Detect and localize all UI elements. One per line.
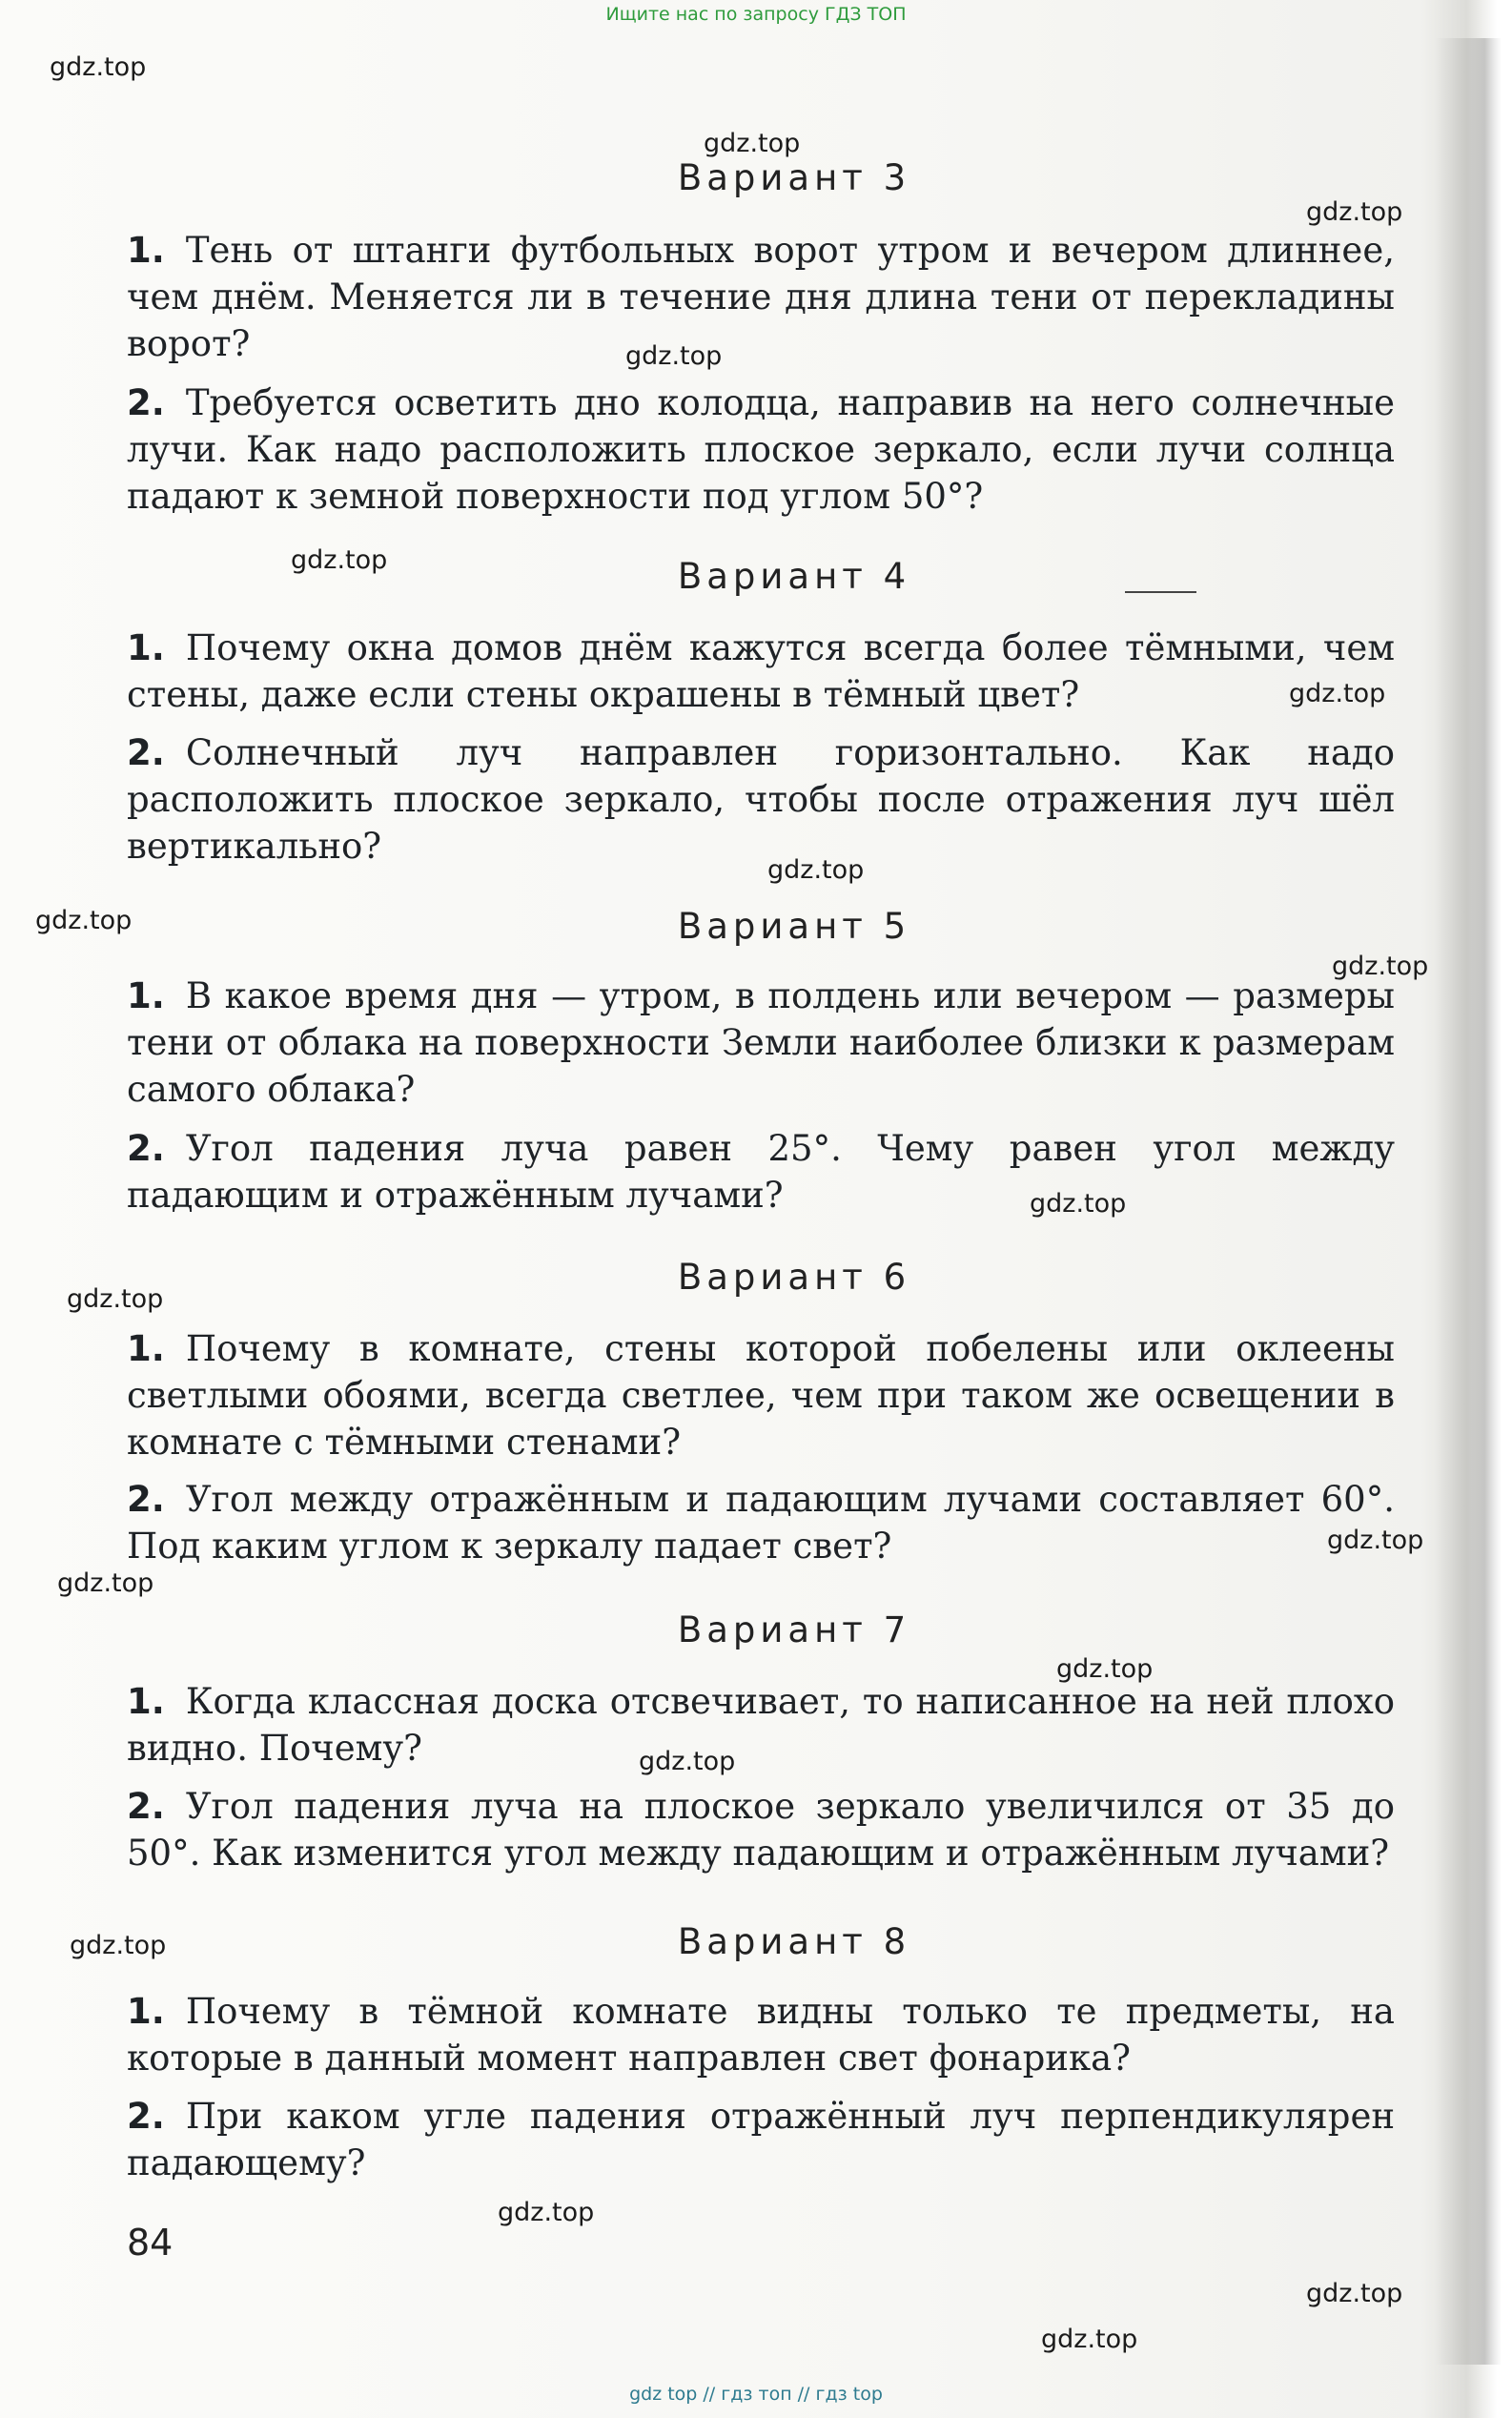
watermark: gdz.top: [1332, 952, 1429, 981]
page-number: 84: [127, 2222, 174, 2264]
watermark: gdz.top: [1056, 1654, 1154, 1684]
question-number: 2.: [127, 2096, 165, 2137]
variant-6-question-1: [127, 1325, 1395, 1465]
watermark: gdz.top: [1306, 197, 1403, 227]
variant-8-question-2: [127, 2093, 1395, 2186]
variant-4-question-1: [127, 625, 1395, 718]
watermark: gdz.top: [50, 52, 147, 82]
variant-4-question-2: [127, 729, 1395, 870]
variant-4-heading: Вариант 4: [677, 556, 911, 597]
watermark: gdz.top: [1030, 1189, 1127, 1219]
variant-6-question-2: [127, 1476, 1395, 1569]
question-text: Почему в комнате, стены которой побелены или оклеены светлыми обоями, всегда светлее, чем при таком же освещении в комнате с тёмными стенами?: [127, 1328, 1395, 1463]
question-number: 2.: [127, 732, 165, 773]
watermark: gdz.top: [498, 2198, 595, 2227]
page-edge-shadow: [1435, 38, 1502, 2365]
question-text: Угол падения луча на плоское зеркало увеличился от 35 до 50°. Как изменится угол между падающим и отражённым лучами?: [127, 1786, 1395, 1874]
question-text: Солнечный луч направлен горизонтально. Как надо расположить плоское зеркало, чтобы после отражения луч шёл вертикально?: [127, 732, 1395, 867]
watermark: gdz.top: [67, 1284, 164, 1314]
watermark: gdz.top: [625, 341, 723, 371]
variant-8-question-1: [127, 1988, 1395, 2081]
question-number: 1.: [127, 1681, 165, 1722]
variant-3-question-1: [127, 227, 1395, 367]
variant-3-heading: Вариант 3: [677, 157, 911, 198]
question-number: 1.: [127, 1991, 165, 2032]
question-text: При каком угле падения отражённый луч перпендикулярен падающему?: [127, 2096, 1395, 2183]
watermark: gdz.top: [1289, 679, 1386, 708]
variant-5-question-1: [127, 973, 1395, 1113]
variant-7-heading: Вариант 7: [677, 1609, 911, 1650]
watermark: gdz.top: [1327, 1526, 1424, 1555]
question-text: Угол падения луча равен 25°. Чему равен угол между падающим и отражённым лучами?: [127, 1128, 1395, 1216]
variant-3-question-2: [127, 379, 1395, 520]
watermark: gdz.top: [704, 129, 801, 158]
question-text: Почему в тёмной комнате видны только те предметы, на которые в данный момент направлен свет фонарика?: [127, 1991, 1395, 2079]
variant-5-question-2: [127, 1125, 1395, 1219]
variant-7-question-2: [127, 1783, 1395, 1876]
question-number: 2.: [127, 1128, 165, 1169]
watermark: gdz.top: [70, 1931, 167, 1960]
top-banner[interactable]: Ищите нас по запросу ГДЗ ТОП: [605, 4, 907, 25]
question-text: Угол между отражённым и падающим лучами составляет 60°. Под каким углом к зеркалу падает свет?: [127, 1479, 1395, 1567]
question-number: 1.: [127, 627, 165, 668]
watermark: gdz.top: [1041, 2325, 1138, 2354]
question-text: Когда классная доска отсвечивает, то написанное на ней плохо видно. Почему?: [127, 1681, 1395, 1769]
question-text: В какое время дня — утром, в полдень или вечером — размеры тени от облака на поверхности Земли наиболее близки к размерам самого облака?: [127, 975, 1395, 1110]
question-text: Почему окна домов днём кажутся всегда более тёмными, чем стены, даже если стены окрашены в тёмный цвет?: [127, 627, 1395, 715]
watermark: gdz.top: [35, 906, 133, 935]
question-number: 1.: [127, 975, 165, 1016]
variant-6-heading: Вариант 6: [677, 1257, 911, 1298]
question-text: Требуется осветить дно колодца, направив на него солнечные лучи. Как надо расположить плоское зеркало, если лучи солнца падают к земной поверхности под углом 50°?: [127, 382, 1395, 517]
watermark: gdz.top: [1306, 2279, 1403, 2308]
watermark: gdz.top: [639, 1747, 736, 1776]
question-number: 2.: [127, 1479, 165, 1520]
question-number: 1.: [127, 230, 165, 271]
bottom-banner[interactable]: gdz top // гдз топ // гдз top: [629, 2384, 883, 2405]
question-number: 2.: [127, 382, 165, 423]
variant-7-question-1: [127, 1678, 1395, 1772]
watermark: gdz.top: [57, 1568, 154, 1598]
watermark: gdz.top: [291, 545, 388, 575]
question-number: 1.: [127, 1328, 165, 1369]
variant-5-heading: Вариант 5: [677, 906, 911, 947]
question-number: 2.: [127, 1786, 165, 1827]
watermark: gdz.top: [767, 855, 865, 885]
question-text: Тень от штанги футбольных ворот утром и вечером длиннее, чем днём. Меняется ли в течение дня длина тени от перекладины ворот?: [127, 230, 1395, 364]
variant-8-heading: Вариант 8: [677, 1921, 911, 1962]
